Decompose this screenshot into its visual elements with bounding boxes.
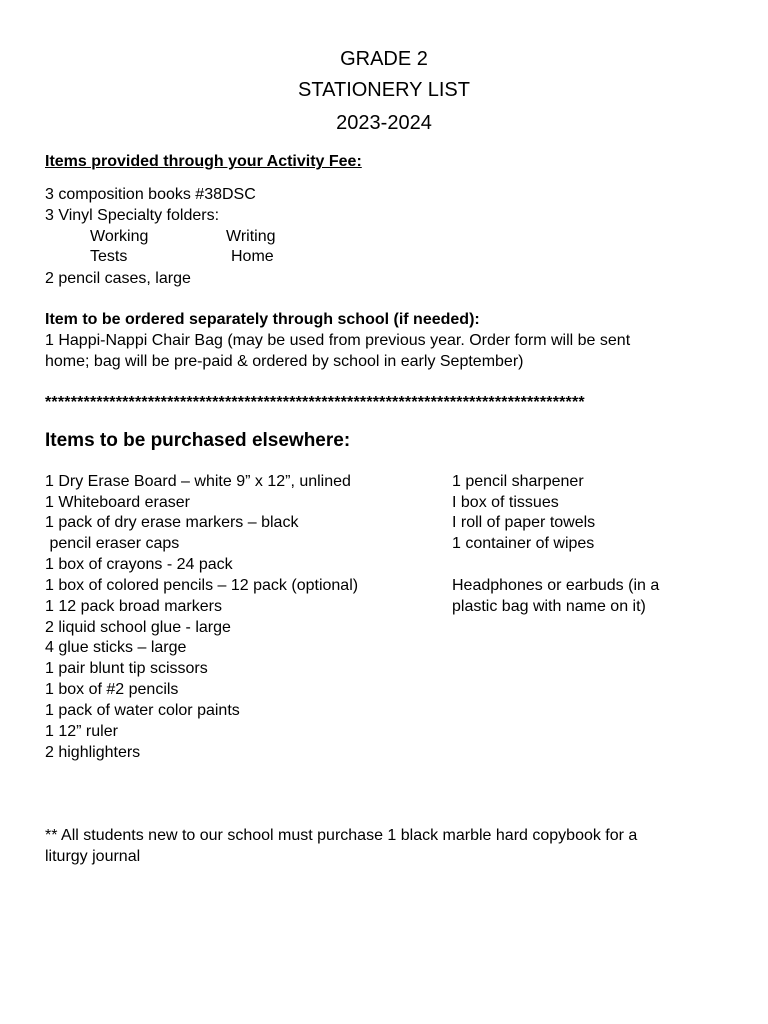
folder-home: Home — [231, 248, 274, 265]
elsewhere-item-right: Headphones or earbuds (in a — [452, 577, 660, 594]
elsewhere-item-left: 2 liquid school glue - large — [45, 619, 231, 636]
elsewhere-item-right: I box of tissues — [452, 494, 559, 511]
asterisk-separator: ************************************************************************************ — [45, 394, 585, 411]
elsewhere-item-left: 1 Dry Erase Board – white 9” x 12”, unlined — [45, 473, 351, 490]
elsewhere-item-left: 1 12 pack broad markers — [45, 598, 222, 615]
new-student-note: liturgy journal — [45, 848, 141, 865]
page-title-list: STATIONERY LIST — [298, 79, 470, 101]
page-title-year: 2023-2024 — [336, 112, 432, 134]
elsewhere-item-right: I roll of paper towels — [452, 514, 596, 531]
elsewhere-item-right: plastic bag with name on it) — [452, 598, 646, 615]
activity-fee-item: 2 pencil cases, large — [45, 270, 191, 287]
elsewhere-item-left: 2 highlighters — [45, 744, 141, 761]
folder-tests: Tests — [90, 248, 128, 265]
separate-order-heading: Item to be ordered separately through school (if needed): — [45, 311, 480, 328]
elsewhere-item-left: 1 box of #2 pencils — [45, 681, 179, 698]
elsewhere-item-left: 1 pack of dry erase markers – black — [45, 514, 299, 531]
separate-order-text: 1 Happi-Nappi Chair Bag (may be used from previous year. Order form will be sent — [45, 332, 631, 349]
folder-writing: Writing — [226, 228, 276, 245]
folder-working: Working — [90, 228, 149, 245]
elsewhere-item-left: 1 Whiteboard eraser — [45, 494, 190, 511]
activity-fee-heading: Items provided through your Activity Fee: — [45, 153, 362, 170]
elsewhere-item-left: pencil eraser caps — [45, 535, 180, 552]
new-student-note: ** All students new to our school must purchase 1 black marble hard copybook for a — [45, 827, 638, 844]
elsewhere-item-left: 1 box of colored pencils – 12 pack (optional) — [45, 577, 359, 594]
elsewhere-item-left: 1 12” ruler — [45, 723, 118, 740]
elsewhere-item-left: 1 box of crayons - 24 pack — [45, 556, 233, 573]
activity-fee-item: 3 composition books #38DSC — [45, 186, 256, 203]
elsewhere-item-left: 4 glue sticks – large — [45, 639, 187, 656]
page-title-grade: GRADE 2 — [340, 48, 428, 70]
elsewhere-item-left: 1 pack of water color paints — [45, 702, 240, 719]
elsewhere-heading: Items to be purchased elsewhere: — [45, 430, 351, 451]
separate-order-text: home; bag will be pre-paid & ordered by school in early September) — [45, 353, 524, 370]
elsewhere-item-left: 1 pair blunt tip scissors — [45, 660, 208, 677]
activity-fee-item: 3 Vinyl Specialty folders: — [45, 207, 220, 224]
elsewhere-item-right: 1 container of wipes — [452, 535, 595, 552]
elsewhere-item-right: 1 pencil sharpener — [452, 473, 584, 490]
